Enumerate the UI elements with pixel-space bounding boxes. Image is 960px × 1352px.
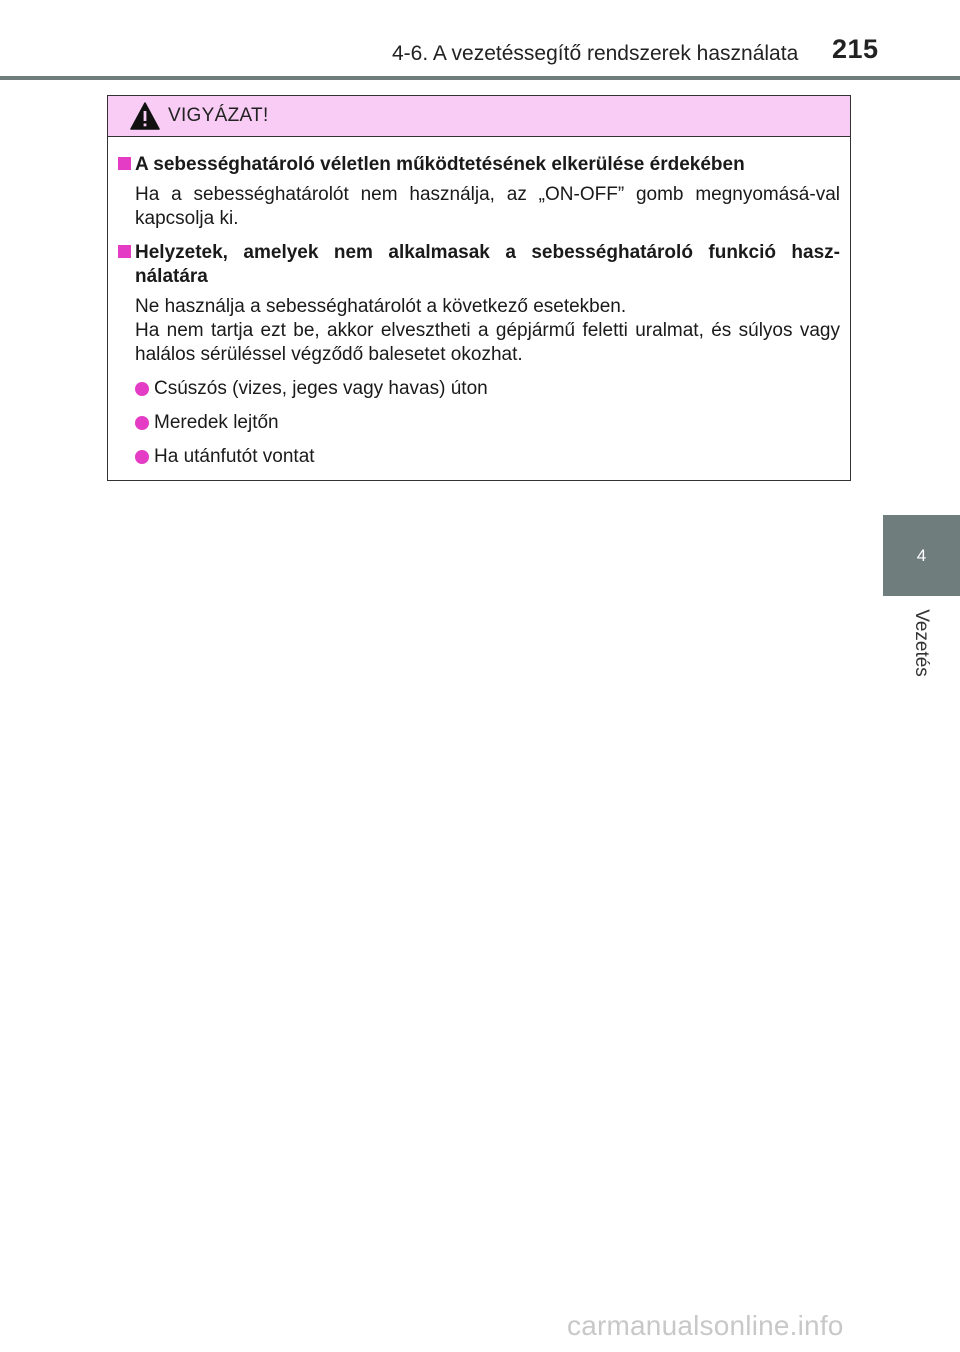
warning-section — [118, 153, 840, 231]
page-number: 215 — [832, 34, 879, 64]
paragraph: Ha a sebességhatárolót nem használja, az „ON-OFF” gomb megnyomásá-val kapcsolja ki. — [135, 184, 840, 229]
section-heading-text: A sebességhatároló véletlen működtetésének elkerülése érdekében — [135, 154, 745, 175]
header-rule — [0, 76, 960, 80]
warning-box — [107, 95, 851, 481]
list-item-text: Csúszós (vizes, jeges vagy havas) úton — [154, 378, 488, 399]
warning-title: VIGYÁZAT! — [168, 105, 269, 126]
dot-bullet-icon — [135, 450, 149, 464]
warning-body — [108, 137, 850, 469]
dot-bullet-icon — [135, 382, 149, 396]
section-heading-text: Helyzetek, amelyek nem alkalmasak a sebességhatároló funkció hasz-nálatára — [135, 242, 840, 287]
section-text — [135, 295, 840, 367]
list-item-text: Meredek lejtőn — [154, 412, 279, 433]
section-heading — [118, 153, 840, 177]
warning-header — [108, 96, 850, 137]
list-item — [135, 411, 840, 435]
list-item — [135, 377, 840, 401]
header-title: 4-6. A vezetéssegítő rendszerek használata — [392, 42, 799, 65]
paragraph: Ha nem tartja ezt be, akkor elvesztheti a gépjármű feletti uralmat, és súlyos vagy halálos sérüléssel végződő balesetet okozhat. — [135, 320, 840, 365]
chapter-tab — [883, 515, 960, 596]
paragraph: Ne használja a sebességhatárolót a következő esetekben. — [135, 296, 627, 317]
chapter-label: Vezetés — [911, 609, 932, 677]
warning-section — [118, 241, 840, 469]
list-item-text: Ha utánfutót vontat — [154, 446, 315, 467]
dot-bullet-icon — [135, 416, 149, 430]
section-heading — [118, 241, 840, 289]
list-item — [135, 445, 840, 469]
square-bullet-icon — [118, 157, 131, 170]
section-text — [135, 183, 840, 231]
square-bullet-icon — [118, 245, 131, 258]
chapter-number: 4 — [916, 545, 927, 565]
warning-triangle-icon — [130, 102, 160, 130]
watermark: carmanualsonline.info — [567, 1310, 844, 1341]
